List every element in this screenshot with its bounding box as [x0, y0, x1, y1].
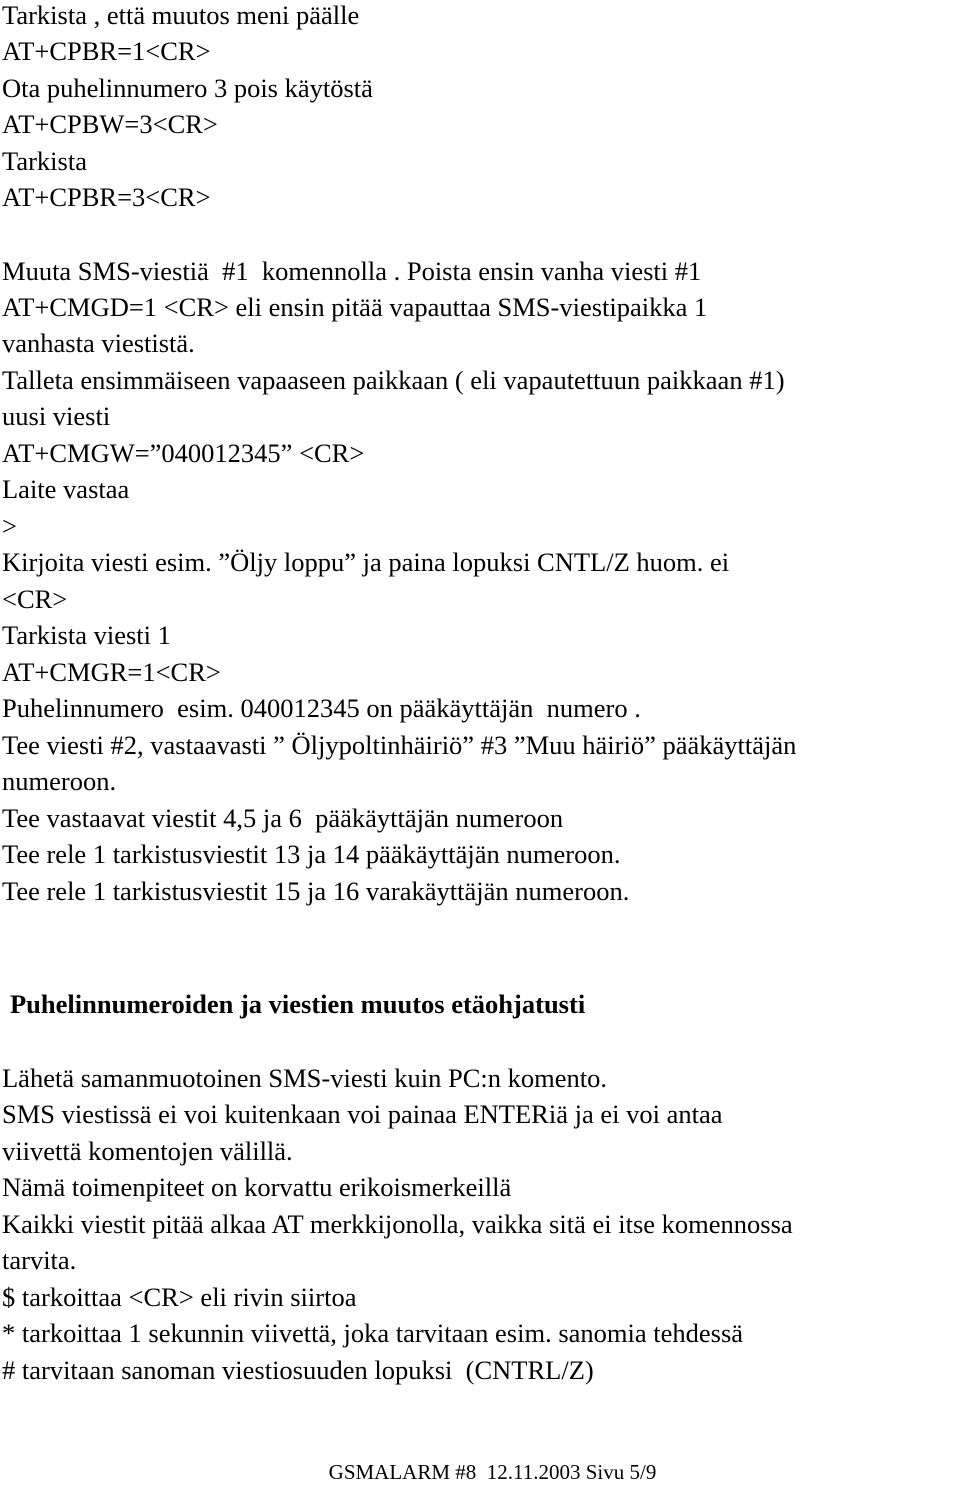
text-line: Laite vastaa: [2, 474, 130, 504]
text-line: Kaikki viestit pitää alkaa AT merkkijonolla, vaikka sitä ei itse komennossa: [2, 1209, 793, 1239]
text-line: Lähetä samanmuotoinen SMS-viesti kuin PC:n komento.: [2, 1063, 608, 1093]
text-line: SMS viestissä ei voi kuitenkaan voi painaa ENTERiä ja ei voi antaa: [2, 1099, 723, 1129]
text-line: Tee viesti #2, vastaavasti ” Öljypoltinhäiriö” #3 ”Muu häiriö” pääkäyttäjän: [2, 730, 797, 760]
text-line: Puhelinnumero esim. 040012345 on pääkäyttäjän numero .: [2, 693, 641, 723]
text-line: numeroon.: [2, 766, 117, 796]
text-line: Tarkista: [2, 146, 87, 176]
text-line: uusi viesti: [2, 401, 111, 431]
text-line: * tarkoittaa 1 sekunnin viivettä, joka tarvitaan esim. sanomia tehdessä: [2, 1318, 744, 1348]
text-line: Ota puhelinnumero 3 pois käytöstä: [2, 73, 373, 103]
text-line: $ tarkoittaa <CR> eli rivin siirtoa: [2, 1282, 357, 1312]
text-line: Tee rele 1 tarkistusviestit 13 ja 14 pääkäyttäjän numeroon.: [2, 839, 621, 869]
text-line: Nämä toimenpiteet on korvattu erikoismerkeillä: [2, 1172, 512, 1202]
page-footer: [0, 1433, 960, 1511]
text-line: vanhasta viestistä.: [2, 328, 195, 358]
text-line: Tee vastaavat viestit 4,5 ja 6 pääkäyttäjän numeroon: [2, 803, 564, 833]
text-line: # tarvitaan sanoman viestiosuuden lopuksi (CNTRL/Z): [2, 1355, 594, 1385]
text-line: Tee rele 1 tarkistusviestit 15 ja 16 varakäyttäjän numeroon.: [2, 876, 630, 906]
text-line: AT+CPBW=3<CR>: [2, 109, 218, 139]
text-line: Kirjoita viesti esim. ”Öljy loppu” ja paina lopuksi CNTL/Z huom. ei: [2, 547, 730, 577]
text-line: Muuta SMS-viestiä #1 komennolla . Poista ensin vanha viesti #1: [2, 256, 702, 286]
text-line: tarvita.: [2, 1245, 77, 1275]
section-heading: Puhelinnumeroiden ja viestien muutos etäohjatusti: [10, 989, 586, 1019]
text-line: AT+CMGD=1 <CR> eli ensin pitää vapauttaa SMS-viestipaikka 1: [2, 292, 708, 322]
text-line: Tarkista , että muutos meni päälle: [2, 0, 360, 30]
text-line: viivettä komentojen välillä.: [2, 1136, 293, 1166]
text-line: AT+CPBR=1<CR>: [2, 36, 211, 66]
text-line: AT+CMGR=1<CR>: [2, 657, 221, 687]
text-line: Tarkista viesti 1: [2, 620, 171, 650]
text-line: >: [2, 511, 17, 541]
text-line: Talleta ensimmäiseen vapaaseen paikkaan ( eli vapautettuun paikkaan #1): [2, 365, 785, 395]
footer-text: GSMALARM #8 12.11.2003 Sivu 5/9: [328, 1460, 657, 1484]
text-line: AT+CPBR=3<CR>: [2, 182, 211, 212]
text-line: <CR>: [2, 584, 68, 614]
text-line: AT+CMGW=”040012345” <CR>: [2, 438, 365, 468]
